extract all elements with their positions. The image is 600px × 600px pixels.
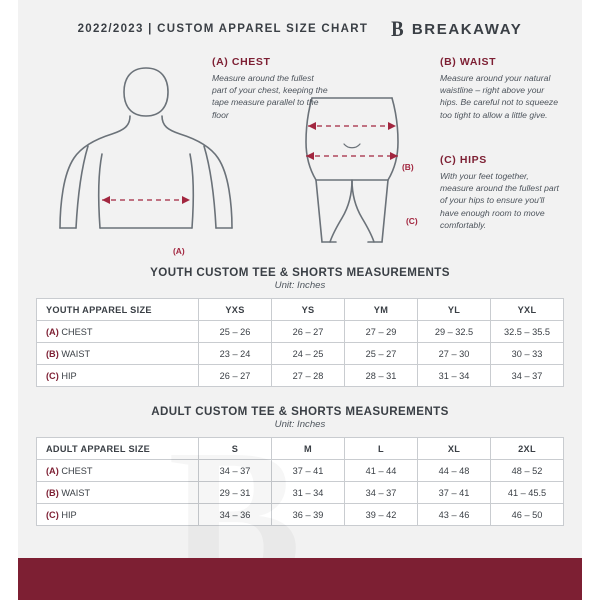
row-name: WAIST xyxy=(61,487,91,498)
row-name: HIP xyxy=(61,509,77,520)
table-row xyxy=(37,460,564,482)
table-cell: 25 – 26 xyxy=(199,321,272,343)
table-cell: 34 – 37 xyxy=(199,460,272,482)
row-name: HIP xyxy=(61,370,77,381)
table-cell: 31 – 34 xyxy=(418,365,491,387)
table-cell: 36 – 39 xyxy=(272,504,345,526)
youth-size-table xyxy=(36,298,564,387)
row-label xyxy=(37,365,199,387)
callout-hips xyxy=(440,154,560,231)
row-tag: (C) xyxy=(46,370,59,381)
column-header: 2XL xyxy=(491,438,564,460)
youth-table-subtitle: Unit: Inches xyxy=(274,280,326,291)
brand-name: BREAKAWAY xyxy=(411,20,523,38)
table-cell: 26 – 27 xyxy=(272,321,345,343)
table-cell: 27 – 30 xyxy=(418,343,491,365)
footer-band xyxy=(18,558,582,600)
youth-table-title: YOUTH CUSTOM TEE & SHORTS MEASUREMENTS xyxy=(150,266,450,279)
table-cell: 31 – 34 xyxy=(272,482,345,504)
column-header: M xyxy=(272,438,345,460)
table-cell: 28 – 31 xyxy=(345,365,418,387)
table-cell: 30 – 33 xyxy=(491,343,564,365)
row-label xyxy=(37,343,199,365)
column-header: YM xyxy=(345,299,418,321)
adult-size-table-block xyxy=(36,405,564,526)
table-cell: 37 – 41 xyxy=(272,460,345,482)
brand-mark-icon: B xyxy=(391,16,404,41)
table-header-row xyxy=(37,438,564,460)
row-tag: (A) xyxy=(46,465,59,476)
row-name: WAIST xyxy=(61,348,91,359)
table-cell: 46 – 50 xyxy=(491,504,564,526)
row-tag: (B) xyxy=(46,487,59,498)
adult-size-table xyxy=(36,437,564,526)
waist-marker-label: (B) xyxy=(402,162,414,172)
page-title: 2022/2023 | CUSTOM APPAREL SIZE CHART xyxy=(77,23,369,35)
table-cell: 26 – 27 xyxy=(199,365,272,387)
column-header: YL xyxy=(418,299,491,321)
column-header: L xyxy=(345,438,418,460)
callout-chest xyxy=(212,56,330,121)
column-header: YOUTH APPAREL SIZE xyxy=(37,299,199,321)
row-tag: (B) xyxy=(46,348,59,359)
table-cell: 48 – 52 xyxy=(491,460,564,482)
table-cell: 23 – 24 xyxy=(199,343,272,365)
hips-marker-label: (C) xyxy=(406,216,418,226)
row-name: CHEST xyxy=(61,465,93,476)
table-row xyxy=(37,482,564,504)
column-header: S xyxy=(199,438,272,460)
table-cell: 27 – 28 xyxy=(272,365,345,387)
table-row xyxy=(37,321,564,343)
table-cell: 29 – 32.5 xyxy=(418,321,491,343)
table-cell: 41 – 45.5 xyxy=(491,482,564,504)
row-label xyxy=(37,460,199,482)
row-name: CHEST xyxy=(61,326,93,337)
table-cell: 25 – 27 xyxy=(345,343,418,365)
callout-hips-text: With your feet together, measure around the fullest part of your hips to ensure you'll have enough room to move comfortably. xyxy=(440,171,559,230)
column-header: YS xyxy=(272,299,345,321)
row-tag: (C) xyxy=(46,509,59,520)
table-cell: 34 – 37 xyxy=(491,365,564,387)
table-cell: 43 – 46 xyxy=(418,504,491,526)
brand-logo xyxy=(390,18,522,40)
row-label xyxy=(37,504,199,526)
table-row xyxy=(37,343,564,365)
column-header: YXL xyxy=(491,299,564,321)
table-cell: 32.5 – 35.5 xyxy=(491,321,564,343)
table-cell: 39 – 42 xyxy=(345,504,418,526)
table-cell: 34 – 37 xyxy=(345,482,418,504)
adult-table-title: ADULT CUSTOM TEE & SHORTS MEASUREMENTS xyxy=(151,405,449,418)
callout-waist-text: Measure around your natural waistline – right above your hips. Be careful not to squeeze too tight to allow a little give. xyxy=(440,73,559,120)
callout-hips-heading: (C) HIPS xyxy=(440,154,487,166)
table-cell: 29 – 31 xyxy=(199,482,272,504)
table-row xyxy=(37,365,564,387)
table-header-row xyxy=(37,299,564,321)
row-tag: (A) xyxy=(46,326,59,337)
row-label xyxy=(37,482,199,504)
callout-chest-text: Measure around the fullest part of your chest, keeping the tape measure parallel to the floor xyxy=(212,73,328,120)
row-label xyxy=(37,321,199,343)
table-row xyxy=(37,504,564,526)
table-cell: 41 – 44 xyxy=(345,460,418,482)
table-cell: 24 – 25 xyxy=(272,343,345,365)
table-cell: 27 – 29 xyxy=(345,321,418,343)
body-measurement-diagram xyxy=(26,50,574,262)
chest-marker-label: (A) xyxy=(173,246,185,256)
document-header xyxy=(18,0,582,50)
table-cell: 37 – 41 xyxy=(418,482,491,504)
callout-chest-heading: (A) CHEST xyxy=(212,56,271,68)
callout-waist xyxy=(440,56,560,121)
table-cell: 34 – 36 xyxy=(199,504,272,526)
size-chart-sheet xyxy=(18,0,582,600)
column-header: ADULT APPAREL SIZE xyxy=(37,438,199,460)
column-header: XL xyxy=(418,438,491,460)
callout-waist-heading: (B) WAIST xyxy=(440,56,497,68)
column-header: YXS xyxy=(199,299,272,321)
adult-table-subtitle: Unit: Inches xyxy=(274,419,326,430)
youth-size-table-block xyxy=(36,266,564,387)
table-cell: 44 – 48 xyxy=(418,460,491,482)
